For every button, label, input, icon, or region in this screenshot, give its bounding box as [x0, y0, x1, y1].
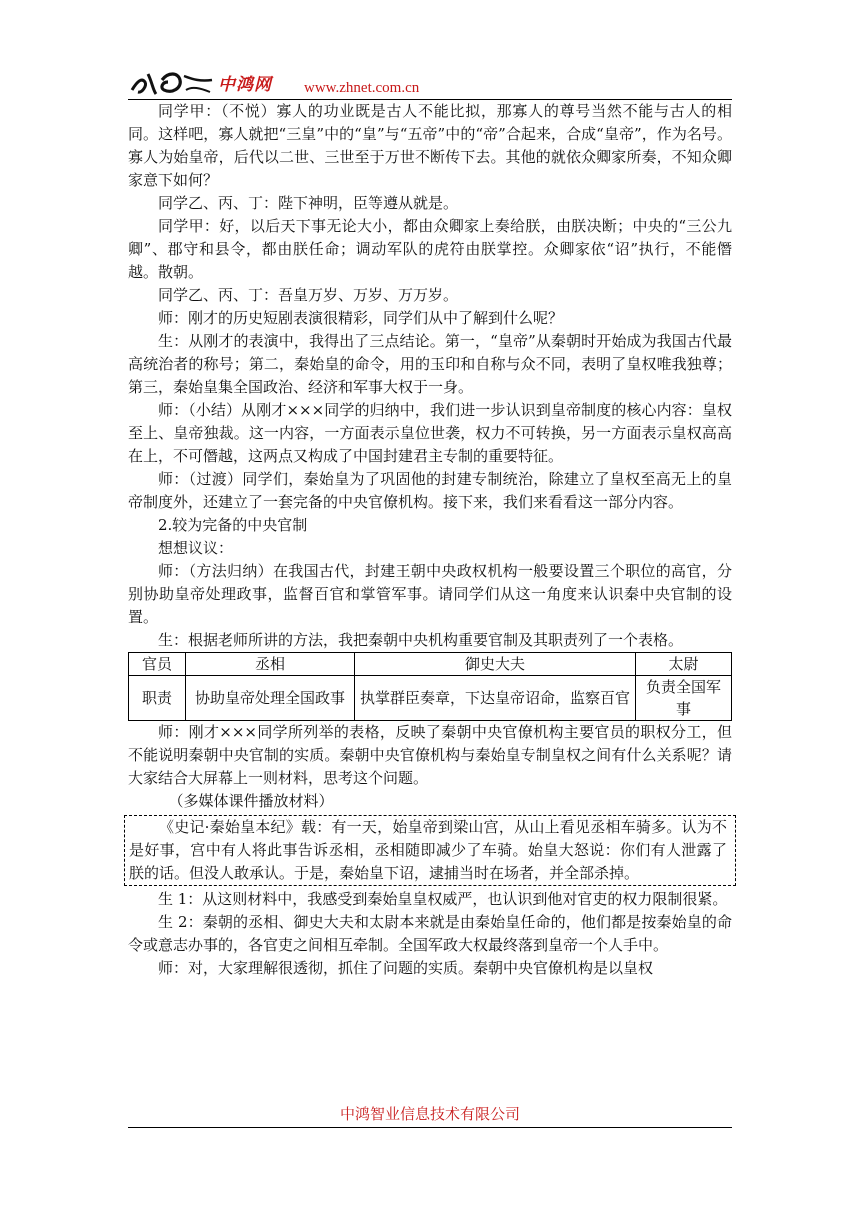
officials-table — [128, 652, 732, 721]
quote-text: 《史记·秦始皇本纪》载：有一天，始皇帝到梁山宫，从山上看见丞相车骑多。认为不是好事，宫中有人将此事告诉丞相，丞相随即减少了车骑。始皇大怒说：你们有人泄露了朕的话。但没人敢承认。于是，秦始皇下诏，逮捕当时在场者，并全部杀掉。 — [129, 818, 727, 882]
table-cell: 协助皇帝处理全国政事 — [186, 676, 355, 721]
paragraph: 生 2：秦朝的丞相、御史大夫和太尉本来就是由秦始皇任命的，他们都是按秦始皇的命令或意志办事的，各官吏之间相互牵制。全国军政大权最终落到皇帝一个人手中。 — [128, 913, 732, 954]
page-header — [128, 66, 732, 100]
paragraph: 生：根据老师所讲的方法，我把秦朝中央机构重要官制及其职责列了一个表格。 — [158, 631, 684, 649]
table-row — [129, 676, 732, 721]
table-cell: 太尉 — [636, 653, 732, 676]
footer-company: 中鸿智业信息技术有限公司 — [339, 1105, 520, 1123]
table-cell: 丞相 — [186, 653, 355, 676]
paragraph: 师：对，大家理解很透彻，抓住了问题的实质。秦朝中央官僚机构是以皇权 — [158, 959, 654, 977]
paragraph: 生 1：从这则材料中，我感受到秦始皇皇权威严，也认识到他对官吏的权力限制很紧。 — [158, 890, 728, 908]
table-cell: 执掌群臣奏章，下达皇帝诏命，监察百官 — [355, 676, 636, 721]
section-heading: 2.较为完备的中央官制 — [158, 516, 308, 534]
paragraph: 生：从刚才的表演中，我得出了三点结论。第一，“皇帝”从秦朝时开始成为我国古代最高统治者的称号；第二，秦始皇的命令，用的玉印和自称与众不同，表明了皇权唯我独尊；第三，秦始皇集全国政治、经济和军事大权于一身。 — [128, 332, 732, 396]
paragraph: 师：刚才的历史短剧表演很精彩，同学们从中了解到什么呢？ — [158, 309, 564, 327]
table-header-row — [129, 653, 732, 676]
table-cell: 御史大夫 — [355, 653, 636, 676]
paragraph: 同学甲：（不悦）寡人的功业既是古人不能比拟，那寡人的尊号当然不能与古人的相同。这样吧，寡人就把“三皇”中的“皇”与“五帝”中的“帝”合起来，合成“皇帝”，作为名号。寡人为始皇帝，后代以二世、三世至于万世不断传下去。其他的就依众卿家所奏，不知众卿家意下如何？ — [128, 102, 732, 189]
site-url: www.zhnet.com.cn — [304, 80, 420, 96]
quoted-material-box — [124, 815, 736, 886]
paragraph: （多媒体课件播放材料） — [168, 792, 334, 810]
paragraph: 师：刚才×××同学所列举的表格，反映了秦朝中央官僚机构主要官员的职权分工，但不能说明秦朝中央官制的实质。秦朝中央官僚机构与秦始皇专制皇权之间有什么关系呢？请大家结合大屏幕上一则材料，思考这个问题。 — [128, 723, 732, 787]
paragraph: 师：（过渡）同学们，秦始皇为了巩固他的封建专制统治，除建立了皇权至高无上的皇帝制度外，还建立了一套完备的中央官僚机构。接下来，我们来看看这一部分内容。 — [128, 470, 732, 511]
logo-text: 中鸿网 — [218, 75, 272, 95]
subheading: 想想议议： — [158, 539, 234, 557]
paragraph: 师：（方法归纳）在我国古代，封建王朝中央政权机构一般要设置三个职位的高官，分别协助皇帝处理政事，监督百官和掌管军事。请同学们从这一角度来认识秦中央官制的设置。 — [128, 562, 732, 626]
table-cell: 负责全国军事 — [636, 676, 732, 721]
table-cell: 职责 — [129, 676, 186, 721]
paragraph: 师：（小结）从刚才×××同学的归纳中，我们进一步认识到皇帝制度的核心内容：皇权至上、皇帝独裁。这一内容，一方面表示皇位世袭，权力不可转换，另一方面表示皇权高高在上，不可僭越，这两点又构成了中国封建君主专制的重要特征。 — [128, 401, 732, 465]
paragraph: 同学乙、丙、丁：陛下神明，臣等遵从就是。 — [158, 194, 459, 212]
table-cell: 官员 — [129, 653, 186, 676]
footer-divider — [128, 1127, 732, 1128]
paragraph: 同学甲：好，以后天下事无论大小，都由众卿家上奏给朕，由朕决断；中央的“三公九卿”、郡守和县令，都由朕任命；调动军队的虎符由朕掌控。众卿家依“诏”执行，不能僭越。散朝。 — [128, 217, 732, 281]
brush-logo-icon — [128, 66, 216, 100]
paragraph: 同学乙、丙、丁：吾皇万岁、万岁、万万岁。 — [158, 286, 459, 304]
document-body — [128, 100, 732, 980]
